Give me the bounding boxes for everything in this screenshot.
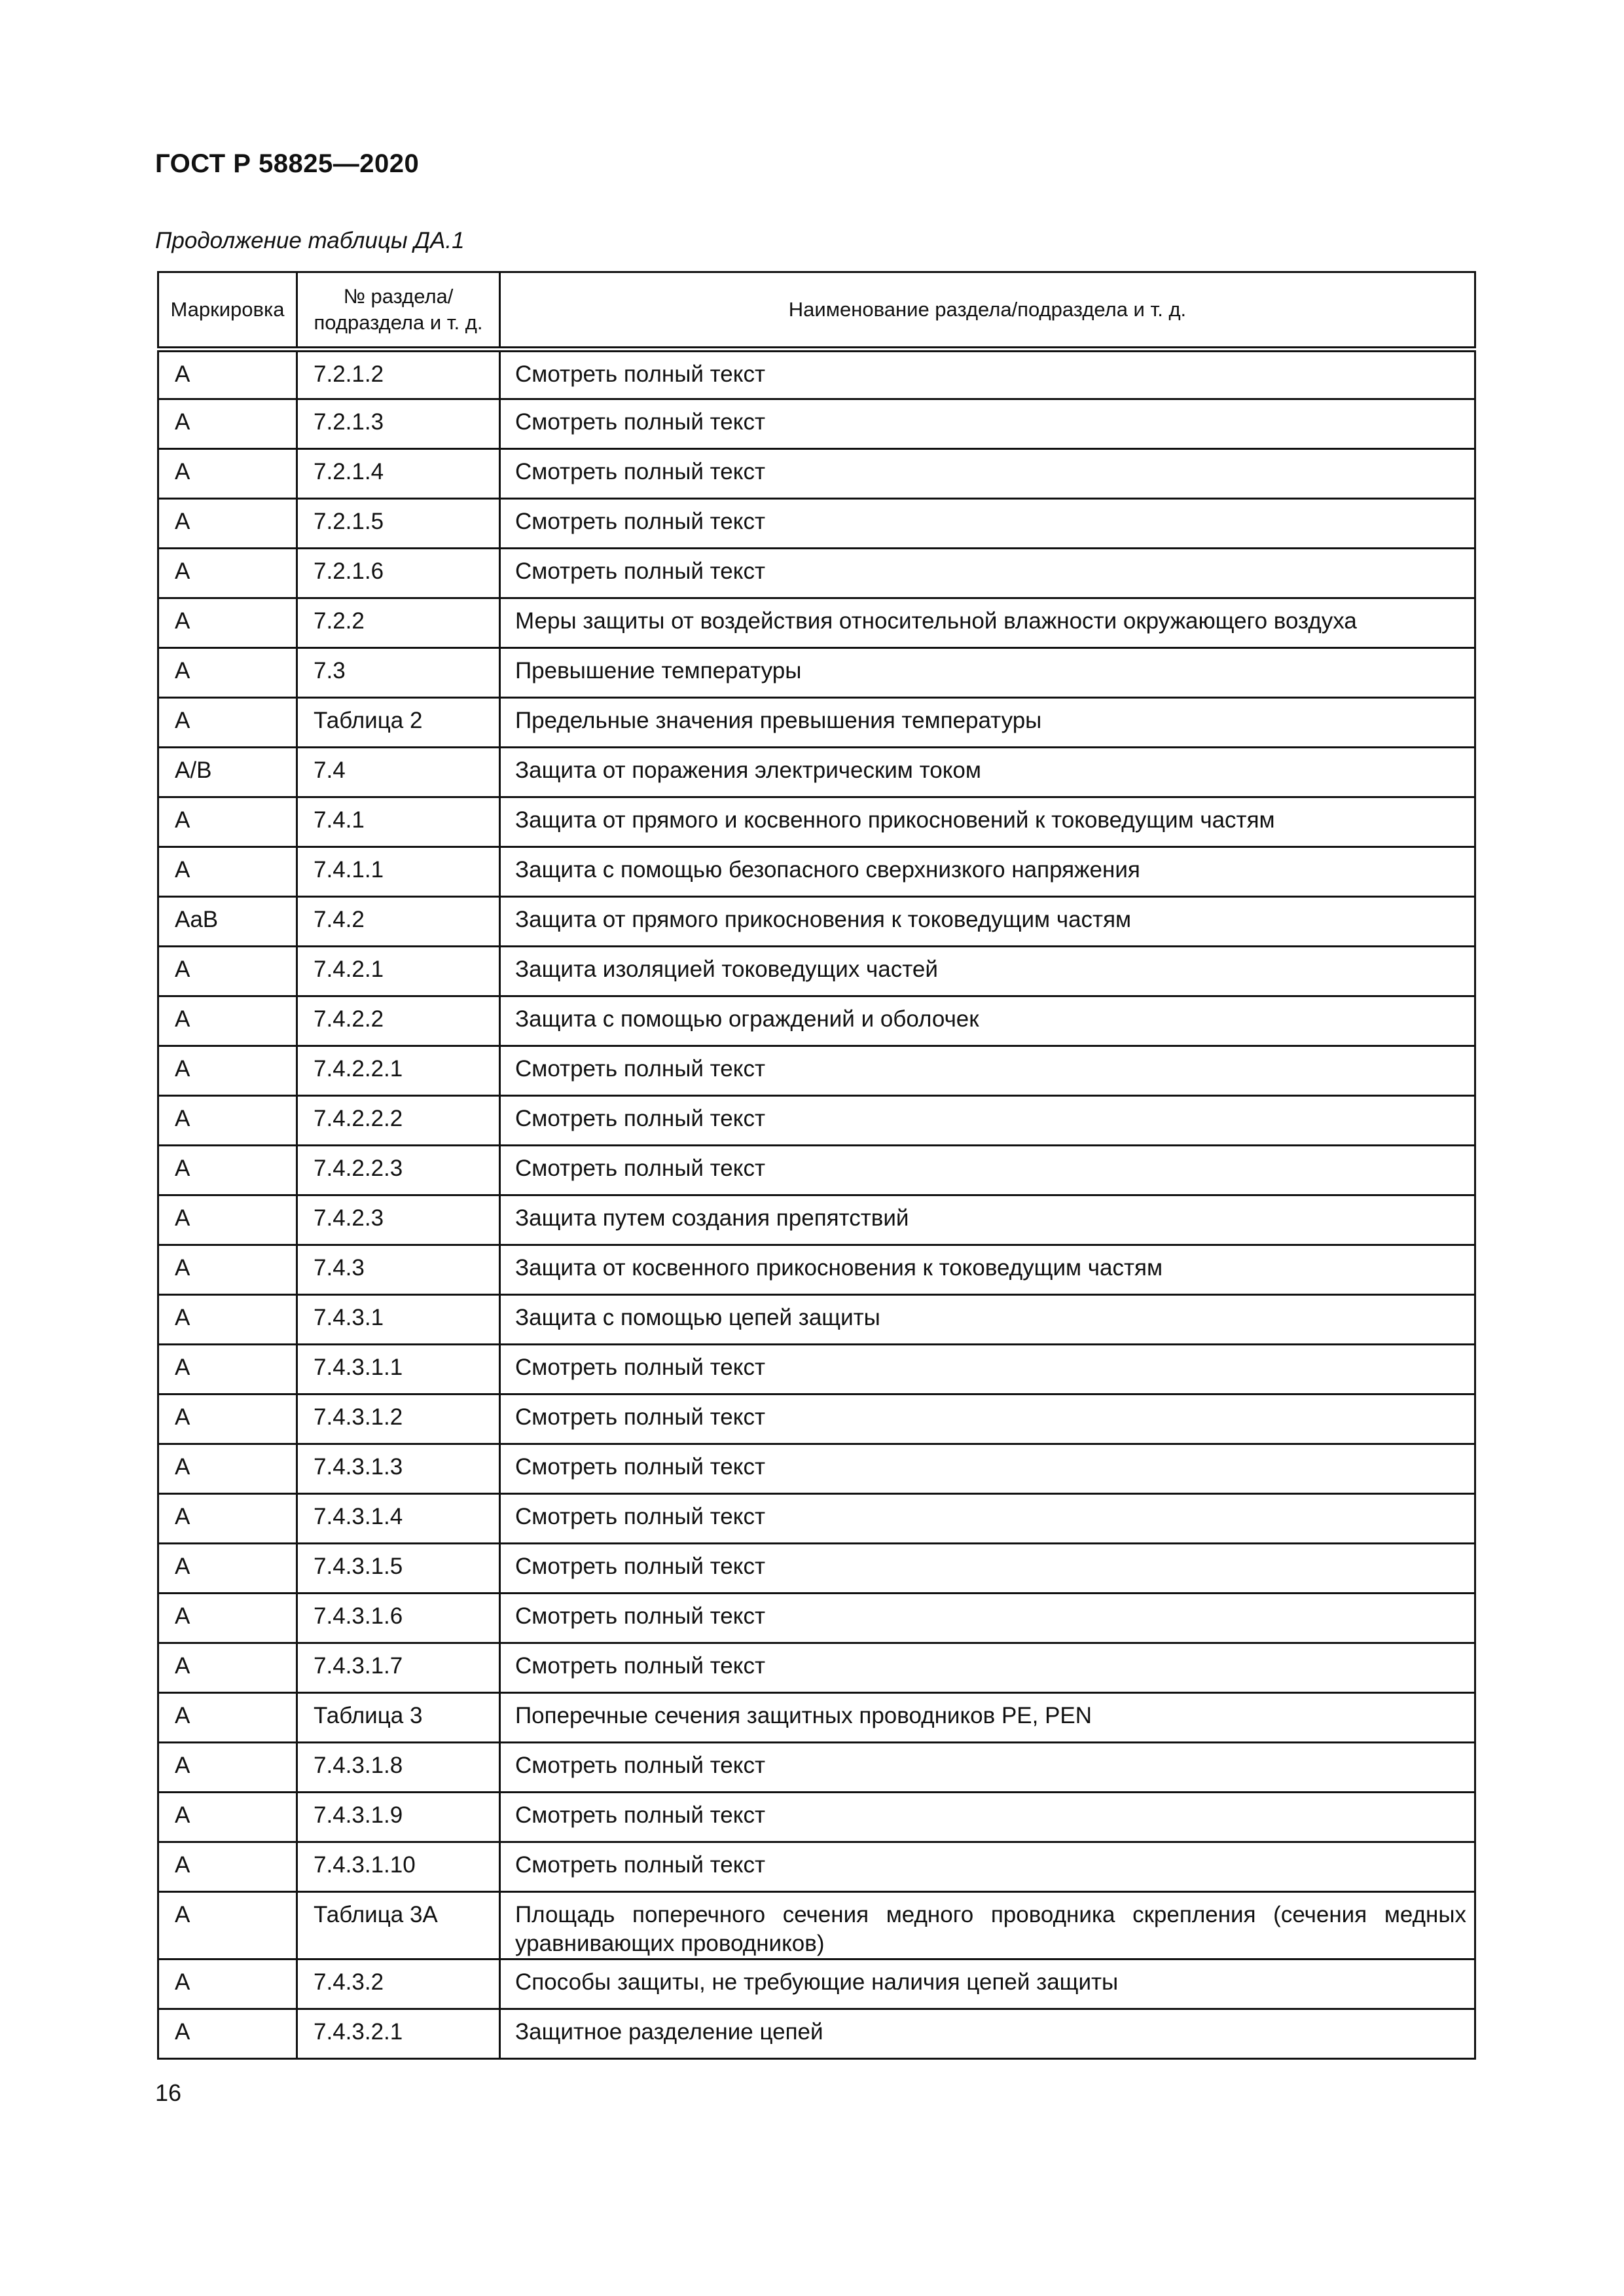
- cell-section-number: 7.4.2.3: [297, 1195, 500, 1245]
- cell-marking: A: [158, 1096, 297, 1146]
- cell-section-name: Защита с помощью цепей защиты: [500, 1295, 1475, 1345]
- cell-section-name: Смотреть полный текст: [500, 449, 1475, 499]
- cell-marking: A: [158, 1195, 297, 1245]
- cell-section-number: 7.4.1: [297, 797, 500, 847]
- cell-marking: A: [158, 549, 297, 598]
- cell-section-number: 7.4.3.1.1: [297, 1345, 500, 1394]
- cell-section-number: 7.4: [297, 748, 500, 797]
- table-row: [158, 499, 1475, 549]
- cell-section-name: Смотреть полный текст: [500, 549, 1475, 598]
- cell-section-name: Защита изоляцией токоведущих частей: [500, 947, 1475, 996]
- cell-section-name: Смотреть полный текст: [500, 399, 1475, 449]
- table-row: [158, 648, 1475, 698]
- cell-section-name: Меры защиты от воздействия относительной влажности окружающего воздуха: [500, 598, 1475, 648]
- table-row: [158, 1793, 1475, 1842]
- table-header-row: [158, 272, 1475, 350]
- table-row: [158, 1743, 1475, 1793]
- cell-marking: A: [158, 1295, 297, 1345]
- cell-section-number: 7.2.1.5: [297, 499, 500, 549]
- cell-marking: A: [158, 1842, 297, 1892]
- cell-section-name: Смотреть полный текст: [500, 1793, 1475, 1842]
- cell-marking: A: [158, 847, 297, 897]
- cell-marking: A/B: [158, 748, 297, 797]
- cell-marking: A: [158, 1743, 297, 1793]
- table-row: [158, 1444, 1475, 1494]
- column-header-section-name: Наименование раздела/подраздела и т. д.: [500, 272, 1475, 350]
- cell-marking: A: [158, 698, 297, 748]
- cell-section-name: Смотреть полный текст: [500, 1345, 1475, 1394]
- cell-section-number: 7.4.3.1.9: [297, 1793, 500, 1842]
- cell-section-name: Смотреть полный текст: [500, 1743, 1475, 1793]
- cell-section-number: 7.4.1.1: [297, 847, 500, 897]
- cell-marking: A: [158, 1444, 297, 1494]
- cell-section-number: 7.2.1.6: [297, 549, 500, 598]
- table-row: [158, 1096, 1475, 1146]
- table-row: [158, 1842, 1475, 1892]
- cell-section-number: Таблица 3: [297, 1693, 500, 1743]
- table-row: [158, 748, 1475, 797]
- cell-section-name: Защитное разделение цепей: [500, 2009, 1475, 2059]
- cell-marking: A: [158, 1544, 297, 1594]
- table-row: [158, 1693, 1475, 1743]
- table-row: [158, 1544, 1475, 1594]
- cell-section-name: Смотреть полный текст: [500, 1046, 1475, 1096]
- table-row: [158, 2009, 1475, 2059]
- cell-section-name: Поперечные сечения защитных проводников PE, PEN: [500, 1693, 1475, 1743]
- table-row: [158, 1245, 1475, 1295]
- cell-section-name: Защита путем создания препятствий: [500, 1195, 1475, 1245]
- cell-marking: A: [158, 1046, 297, 1096]
- cell-section-name: Площадь поперечного сечения медного проводника скрепления (сечения медных уравнивающих проводников): [500, 1892, 1475, 1959]
- cell-section-number: 7.4.3: [297, 1245, 500, 1295]
- cell-section-number: Таблица 3A: [297, 1892, 500, 1959]
- cell-marking: A: [158, 1345, 297, 1394]
- cell-section-number: 7.4.3.2: [297, 1959, 500, 2009]
- cell-section-name: Предельные значения превышения температуры: [500, 698, 1475, 748]
- table-row: [158, 549, 1475, 598]
- table-row: [158, 399, 1475, 449]
- cell-section-number: 7.2.2: [297, 598, 500, 648]
- cell-section-name: Защита от косвенного прикосновения к токоведущим частям: [500, 1245, 1475, 1295]
- table-row: [158, 1195, 1475, 1245]
- table-row: [158, 449, 1475, 499]
- table-row: [158, 1594, 1475, 1643]
- cell-marking: A: [158, 1643, 297, 1693]
- cell-section-number: 7.4.3.1.2: [297, 1394, 500, 1444]
- cell-section-name: Защита с помощью ограждений и оболочек: [500, 996, 1475, 1046]
- sections-table: [157, 271, 1476, 2060]
- cell-section-number: 7.4.2: [297, 897, 500, 947]
- cell-marking: A: [158, 1693, 297, 1743]
- cell-section-number: 7.4.2.2.2: [297, 1096, 500, 1146]
- table-row: [158, 598, 1475, 648]
- table-row: [158, 797, 1475, 847]
- cell-section-number: 7.4.2.2: [297, 996, 500, 1046]
- cell-section-name: Смотреть полный текст: [500, 1444, 1475, 1494]
- cell-section-name: Смотреть полный текст: [500, 1544, 1475, 1594]
- cell-marking: A: [158, 1394, 297, 1444]
- cell-marking: A: [158, 1959, 297, 2009]
- table-body: [158, 350, 1475, 2059]
- cell-section-number: 7.2.1.2: [297, 350, 500, 399]
- table-row: [158, 350, 1475, 399]
- cell-marking: A: [158, 1892, 297, 1959]
- cell-section-name: Смотреть полный текст: [500, 499, 1475, 549]
- cell-marking: A: [158, 350, 297, 399]
- cell-section-name: Смотреть полный текст: [500, 350, 1475, 399]
- cell-section-number: 7.3: [297, 648, 500, 698]
- cell-section-number: 7.4.3.1: [297, 1295, 500, 1345]
- cell-marking: A: [158, 1146, 297, 1195]
- cell-section-number: 7.4.2.2.3: [297, 1146, 500, 1195]
- table-row: [158, 1892, 1475, 1959]
- table-row: [158, 1394, 1475, 1444]
- cell-section-name: Смотреть полный текст: [500, 1146, 1475, 1195]
- cell-marking: A: [158, 399, 297, 449]
- cell-section-name: Способы защиты, не требующие наличия цепей защиты: [500, 1959, 1475, 2009]
- cell-section-name: Смотреть полный текст: [500, 1643, 1475, 1693]
- cell-section-name: Смотреть полный текст: [500, 1394, 1475, 1444]
- column-header-marking: Маркировка: [158, 272, 297, 350]
- cell-marking: A: [158, 598, 297, 648]
- table-row: [158, 1959, 1475, 2009]
- document-header: ГОСТ Р 58825—2020: [155, 149, 420, 178]
- page-number: 16: [155, 2079, 182, 2106]
- cell-marking: A: [158, 1594, 297, 1643]
- cell-section-name: Защита от прямого и косвенного прикосновений к токоведущим частям: [500, 797, 1475, 847]
- table-row: [158, 1345, 1475, 1394]
- cell-marking: A: [158, 1793, 297, 1842]
- cell-marking: A: [158, 947, 297, 996]
- table-row: [158, 1046, 1475, 1096]
- cell-marking: A: [158, 1494, 297, 1544]
- cell-section-number: 7.4.3.1.5: [297, 1544, 500, 1594]
- cell-marking: A: [158, 797, 297, 847]
- cell-marking: A: [158, 449, 297, 499]
- cell-section-name: Защита от прямого прикосновения к токоведущим частям: [500, 897, 1475, 947]
- cell-section-number: 7.4.3.2.1: [297, 2009, 500, 2059]
- cell-marking: A: [158, 648, 297, 698]
- cell-section-number: 7.2.1.3: [297, 399, 500, 449]
- cell-section-number: 7.4.3.1.6: [297, 1594, 500, 1643]
- table-row: [158, 847, 1475, 897]
- table-row: [158, 897, 1475, 947]
- cell-section-name: Превышение температуры: [500, 648, 1475, 698]
- table-row: [158, 1146, 1475, 1195]
- cell-section-name: Смотреть полный текст: [500, 1494, 1475, 1544]
- cell-marking: AaB: [158, 897, 297, 947]
- table-row: [158, 698, 1475, 748]
- cell-section-number: 7.4.3.1.8: [297, 1743, 500, 1793]
- cell-marking: A: [158, 996, 297, 1046]
- cell-section-name: Смотреть полный текст: [500, 1594, 1475, 1643]
- cell-section-number: 7.4.3.1.7: [297, 1643, 500, 1693]
- cell-section-number: 7.4.3.1.4: [297, 1494, 500, 1544]
- cell-section-number: 7.4.3.1.10: [297, 1842, 500, 1892]
- table-row: [158, 947, 1475, 996]
- table-row: [158, 1295, 1475, 1345]
- cell-marking: A: [158, 499, 297, 549]
- cell-section-number: Таблица 2: [297, 698, 500, 748]
- table-caption: Продолжение таблицы ДА.1: [155, 228, 465, 253]
- cell-section-number: 7.4.2.1: [297, 947, 500, 996]
- table-row: [158, 1494, 1475, 1544]
- table-row: [158, 996, 1475, 1046]
- cell-section-name: Защита от поражения электрическим током: [500, 748, 1475, 797]
- cell-marking: A: [158, 1245, 297, 1295]
- cell-section-name: Смотреть полный текст: [500, 1096, 1475, 1146]
- cell-section-name: Защита с помощью безопасного сверхнизкого напряжения: [500, 847, 1475, 897]
- cell-section-name: Смотреть полный текст: [500, 1842, 1475, 1892]
- column-header-section-number: № раздела/ подраздела и т. д.: [297, 272, 500, 350]
- cell-section-number: 7.2.1.4: [297, 449, 500, 499]
- table-row: [158, 1643, 1475, 1693]
- cell-marking: A: [158, 2009, 297, 2059]
- cell-section-number: 7.4.3.1.3: [297, 1444, 500, 1494]
- cell-section-number: 7.4.2.2.1: [297, 1046, 500, 1096]
